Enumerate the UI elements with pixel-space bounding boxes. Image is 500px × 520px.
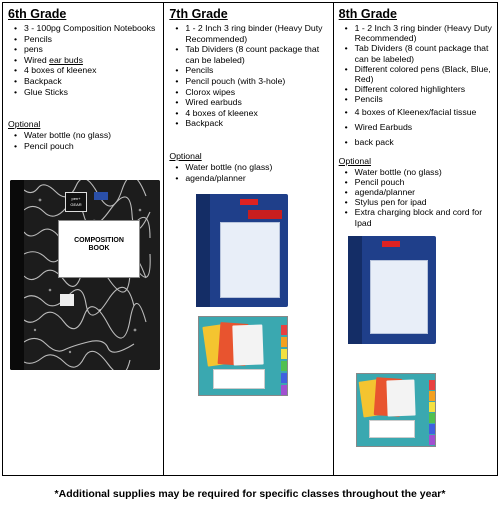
page-count-badge (60, 294, 74, 306)
list-item: • Clorox wipes (169, 87, 328, 98)
optional-heading-6: Optional (8, 119, 41, 130)
grade-title-8: 8th Grade (338, 7, 398, 21)
supply-list-8 (339, 23, 493, 150)
list-item: • Pencils (339, 94, 493, 104)
binder-spine (348, 236, 362, 344)
list-item: • 4 boxes of kleenex (8, 65, 159, 76)
tab-dividers-image (198, 316, 288, 396)
supply-list-7 (169, 23, 328, 129)
binder-image (348, 236, 436, 344)
supply-table (2, 2, 498, 476)
list-item: • agenda/planner (339, 187, 493, 197)
binder-image (196, 194, 288, 307)
list-item: • Extra charging block and cord for Ipad (339, 207, 493, 227)
list-item: • Pencils (8, 34, 159, 45)
tab-dividers-image (356, 373, 436, 447)
list-item: • Wired earbuds (169, 97, 328, 108)
list-item: • Water bottle (no glass) (8, 130, 159, 141)
column-8th-grade (333, 3, 497, 475)
supply-list-6 (8, 23, 159, 97)
list-item: • Water bottle (no glass) (339, 167, 493, 177)
grade-title-7: 7th Grade (169, 7, 228, 21)
list-item: • Stylus pen for ipad (339, 197, 493, 207)
list-item: • pens (8, 44, 159, 55)
list-item: • Pencil pouch (339, 177, 493, 187)
wired-prefix: Wired (24, 54, 50, 65)
optional-list-8 (339, 167, 493, 228)
list-item: • Pencil pouch (8, 141, 159, 152)
brand-logo: pen+ GEAR (65, 192, 87, 212)
list-item: • Wired Earbuds (339, 120, 493, 135)
list-item: • Water bottle (no glass) (169, 162, 328, 173)
list-item: • Tab Dividers (8 count package that can be labeled) (169, 44, 328, 65)
list-item: • 3 - 100pg Composition Notebooks (8, 23, 159, 34)
optional-list-7 (169, 162, 328, 183)
ear-buds-link[interactable]: ear buds (49, 54, 83, 65)
book-label (58, 220, 140, 278)
list-item: • Different colored highlighters (339, 84, 493, 94)
binder-spine (196, 194, 210, 307)
heavy-duty-label (248, 210, 282, 219)
list-item (8, 55, 159, 66)
flag-badge-icon (94, 192, 108, 200)
footnote: *Additional supplies may be required for specific classes throughout the year* (54, 488, 446, 500)
column-6th-grade (3, 3, 163, 475)
binder-window (220, 222, 280, 298)
list-item: • agenda/planner (169, 173, 328, 184)
optional-heading-8: Optional (338, 155, 372, 166)
composition-book-image (10, 180, 160, 370)
list-item: • Backpack (169, 118, 328, 129)
list-item: • Backpack (8, 76, 159, 87)
brand-logo-icon (382, 241, 400, 247)
list-item: • Different colored pens (Black, Blue, Red) (339, 64, 493, 84)
grade-title-6: 6th Grade (8, 7, 67, 21)
list-item: • 4 boxes of Kleenex/facial tissue (339, 105, 493, 120)
list-item: • Pencils (169, 65, 328, 76)
list-item: • Glue Sticks (8, 87, 159, 98)
list-item: • Tab Dividers (8 count package that can be labeled) (339, 43, 493, 63)
list-item: • Pencil pouch (with 3-hole) (169, 76, 328, 87)
optional-heading-7: Optional (169, 150, 202, 161)
binder-window (370, 260, 428, 334)
list-item: • 1 - 2 Inch 3 ring binder (Heavy Duty Recommended) (169, 23, 328, 44)
product-label (213, 369, 265, 389)
cover-text-2: BOOK (88, 245, 110, 252)
list-item: • 1 - 2 Inch 3 ring binder (Heavy Duty Recommended) (339, 23, 493, 43)
list-item: • 4 boxes of kleenex (169, 108, 328, 119)
optional-list-6 (8, 130, 159, 151)
product-label (369, 420, 415, 438)
brand-logo-icon (240, 199, 258, 205)
book-spine (10, 180, 24, 370)
list-item: • back pack (339, 135, 493, 150)
cover-text: COMPOSITION (74, 237, 124, 244)
column-7th-grade (163, 3, 332, 475)
